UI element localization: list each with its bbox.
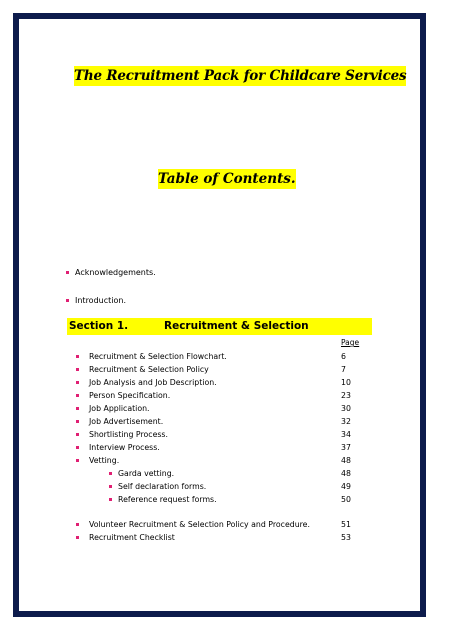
toc-entry-label: Interview Process. <box>89 443 160 452</box>
toc-entry-page: 37 <box>341 443 351 452</box>
toc-entry-page: 50 <box>341 495 351 504</box>
toc-entry-label: Volunteer Recruitment & Selection Policy and Procedure. <box>89 520 310 529</box>
toc-entry-label: Recruitment & Selection Policy <box>89 365 209 374</box>
bullet-icon <box>76 446 79 449</box>
bullet-icon <box>76 381 79 384</box>
toc-entry-page: 6 <box>341 352 346 361</box>
toc-entry-label: Job Application. <box>89 404 150 413</box>
bullet-icon <box>109 472 112 475</box>
bullet-icon <box>76 420 79 423</box>
toc-entry[interactable] <box>0 442 452 453</box>
section-heading <box>67 318 372 335</box>
bullet-icon <box>76 407 79 410</box>
toc-entry-label: Garda vetting. <box>118 469 175 478</box>
toc-entry-page: 10 <box>341 378 351 387</box>
bullet-icon <box>109 498 112 501</box>
toc-entry-page: 49 <box>341 482 351 491</box>
bullet-icon <box>76 523 79 526</box>
page-column-header: Page <box>341 338 360 347</box>
toc-item-acknowledgements[interactable]: Acknowledgements. <box>75 268 156 277</box>
toc-entry[interactable] <box>0 403 452 414</box>
toc-entry[interactable] <box>0 416 452 427</box>
toc-entry-label: Reference request forms. <box>118 495 217 504</box>
bullet-icon <box>76 433 79 436</box>
section-name: Recruitment & Selection <box>164 320 309 332</box>
bullet-icon <box>76 459 79 462</box>
toc-entry[interactable] <box>0 519 452 530</box>
bullet-icon <box>66 299 69 302</box>
toc-entry-page: 53 <box>341 533 351 542</box>
toc-subentry[interactable] <box>0 481 452 492</box>
toc-subentry[interactable] <box>0 468 452 479</box>
toc-entry[interactable] <box>0 532 452 543</box>
toc-entry-label: Person Specification. <box>89 391 171 400</box>
bullet-icon <box>76 355 79 358</box>
toc-entry-label: Shortlisting Process. <box>89 430 168 439</box>
toc-entry-label: Recruitment Checklist <box>89 533 175 542</box>
toc-entry[interactable] <box>0 351 452 362</box>
toc-item-introduction[interactable]: Introduction. <box>75 296 126 305</box>
bullet-icon <box>76 394 79 397</box>
toc-entry-page: 32 <box>341 417 351 426</box>
toc-entry[interactable] <box>0 455 452 466</box>
toc-entry[interactable] <box>0 377 452 388</box>
document-title: The Recruitment Pack for Childcare Services <box>74 68 407 84</box>
toc-entry-page: 34 <box>341 430 351 439</box>
toc-entry-page: 30 <box>341 404 351 413</box>
toc-entry-label: Job Advertisement. <box>89 417 164 426</box>
bullet-icon <box>76 536 79 539</box>
bullet-icon <box>66 271 69 274</box>
toc-entry-label: Self declaration forms. <box>118 482 207 491</box>
toc-entry-page: 48 <box>341 469 351 478</box>
toc-entry[interactable] <box>0 429 452 440</box>
toc-subentry[interactable] <box>0 494 452 505</box>
toc-entry-page: 51 <box>341 520 351 529</box>
toc-entry-label: Vetting. <box>89 456 120 465</box>
toc-entry[interactable] <box>0 364 452 375</box>
toc-entry-label: Job Analysis and Job Description. <box>89 378 217 387</box>
toc-entry-page: 23 <box>341 391 351 400</box>
toc-entry-page: 7 <box>341 365 346 374</box>
section-number: Section 1. <box>69 320 129 332</box>
toc-entry-label: Recruitment & Selection Flowchart. <box>89 352 227 361</box>
bullet-icon <box>109 485 112 488</box>
bullet-icon <box>76 368 79 371</box>
toc-entry[interactable] <box>0 390 452 401</box>
toc-entry-page: 48 <box>341 456 351 465</box>
toc-heading: Table of Contents. <box>158 171 296 187</box>
